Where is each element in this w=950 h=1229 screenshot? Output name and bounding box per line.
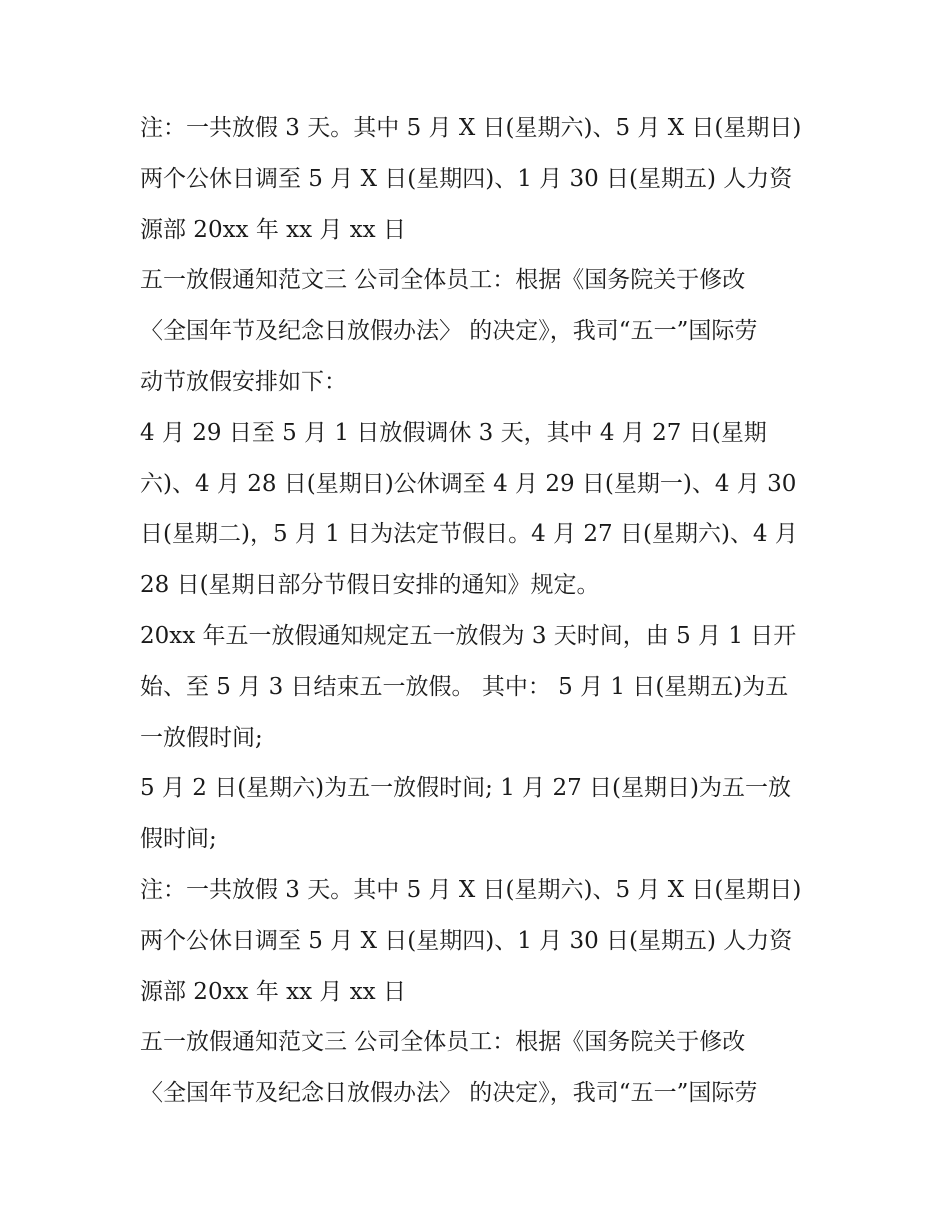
text-line: 5 月 2 日(星期六)为五一放假时间; 1 月 27 日(星期日)为五一放: [140, 775, 791, 802]
text-line: 源部 20xx 年 xx 月 xx 日: [140, 978, 406, 1005]
text-line: 两个公休日调至 5 月 X 日(星期四)、1 月 30 日(星期五) 人力资: [140, 165, 793, 192]
text-line: 〈全国年节及纪念日放假办法〉 的决定》，我司“五一”国际劳: [140, 1080, 758, 1107]
text-line: 源部 20xx 年 xx 月 xx 日: [140, 216, 406, 243]
text-line: 始、至 5 月 3 日结束五一放假。 其中： 5 月 1 日(星期五)为五: [140, 673, 789, 700]
text-line: 〈全国年节及纪念日放假办法〉 的决定》，我司“五一”国际劳: [140, 318, 758, 345]
text-line: 注：一共放假 3 天。其中 5 月 X 日(星期六)、5 月 X 日(星期日): [140, 876, 802, 903]
text-line: 两个公休日调至 5 月 X 日(星期四)、1 月 30 日(星期五) 人力资: [140, 927, 793, 954]
text-line: 假时间;: [140, 826, 217, 853]
text-line: 4 月 29 日至 5 月 1 日放假调休 3 天，其中 4 月 27 日(星期: [140, 419, 767, 446]
text-line: 动节放假安排如下：: [140, 368, 347, 395]
text-line: 六)、4 月 28 日(星期日)公休调至 4 月 29 日(星期一)、4 月 30: [140, 470, 797, 497]
text-line: 注：一共放假 3 天。其中 5 月 X 日(星期六)、5 月 X 日(星期日): [140, 115, 802, 141]
text-line: 五一放假通知范文三 公司全体员工：根据《国务院关于修改: [140, 267, 746, 294]
text-line: 日(星期二)，5 月 1 日为法定节假日。4 月 27 日(星期六)、4 月: [140, 521, 798, 548]
text-line: 一放假时间;: [140, 724, 263, 751]
document-body: [140, 103, 820, 1119]
text-line: 28 日(星期日部分节假日安排的通知》规定。: [140, 572, 600, 599]
text-line: 20xx 年五一放假通知规定五一放假为 3 天时间，由 5 月 1 日开: [140, 622, 797, 649]
text-line: 五一放假通知范文三 公司全体员工：根据《国务院关于修改: [140, 1029, 746, 1056]
